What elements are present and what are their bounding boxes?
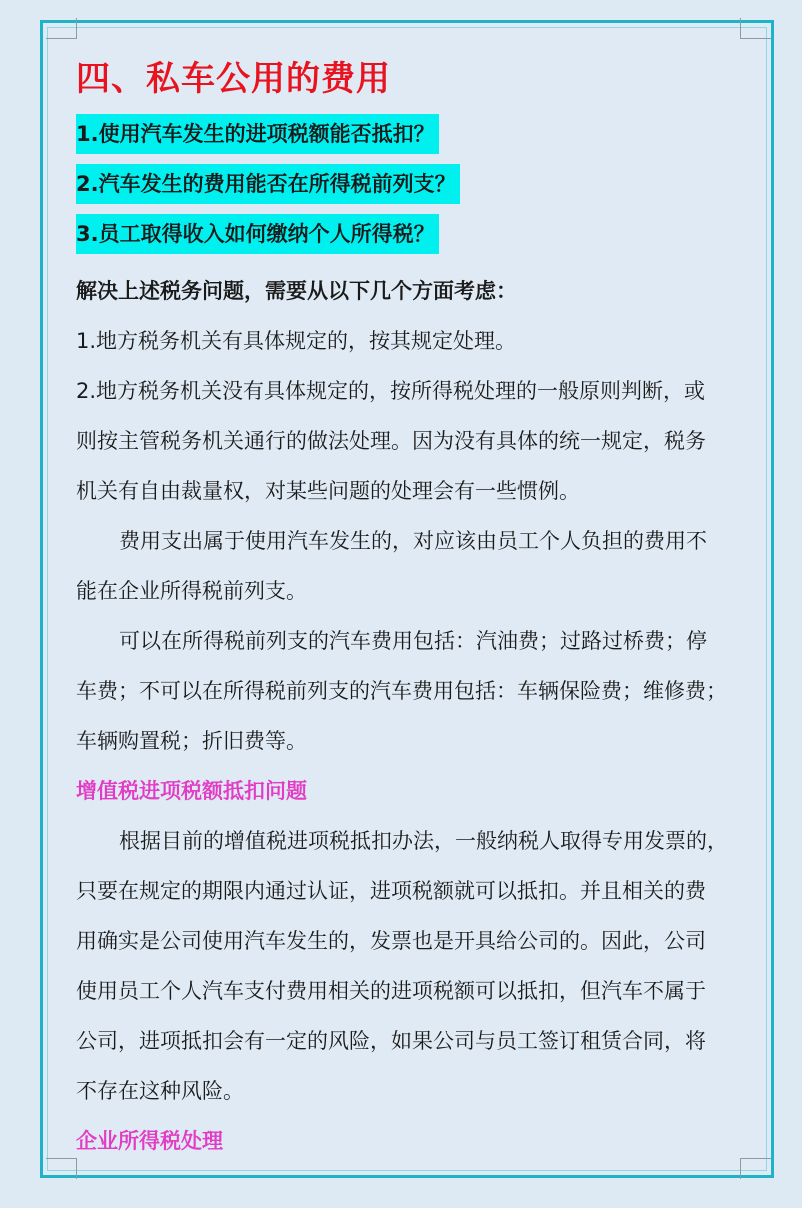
section-heading-vat: 增值税进项税额抵扣问题: [76, 779, 307, 803]
vat-paragraph-line: 用确实是公司使用汽车发生的，发票也是开具给公司的。因此，公司: [76, 929, 706, 953]
question-highlight-3: 3.员工取得收入如何缴纳个人所得税？: [76, 214, 439, 254]
point-1: 1.地方税务机关有具体规定的，按其规定处理。: [76, 329, 517, 353]
paragraph-2-line: 车费；不可以在所得税前列支的汽车费用包括：车辆保险费；维修费；: [76, 679, 727, 703]
vat-paragraph-line: 公司，进项抵扣会有一定的风险，如果公司与员工签订租赁合同，将: [76, 1029, 706, 1053]
paragraph-1-line: 能在企业所得税前列支。: [76, 579, 307, 603]
point-2-line: 则按主管税务机关通行的做法处理。因为没有具体的统一规定，税务: [76, 429, 706, 453]
vat-paragraph-line: 根据目前的增值税进项税抵扣办法，一般纳税人取得专用发票的，: [119, 829, 728, 853]
paragraph-1-line: 费用支出属于使用汽车发生的，对应该由员工个人负担的费用不: [119, 529, 707, 553]
margin-corner-mark: [740, 1158, 771, 1179]
question-highlight-1: 1.使用汽车发生的进项税额能否抵扣？: [76, 114, 439, 154]
vat-paragraph-line: 只要在规定的期限内通过认证，进项税额就可以抵扣。并且相关的费: [76, 879, 706, 903]
paragraph-2-line: 可以在所得税前列支的汽车费用包括：汽油费；过路过桥费；停: [119, 629, 707, 653]
page-title: 四、私车公用的费用: [76, 59, 391, 99]
margin-corner-mark: [46, 18, 77, 39]
margin-corner-mark: [46, 1158, 77, 1179]
paragraph-2-line: 车辆购置税；折旧费等。: [76, 729, 307, 753]
question-highlight-2: 2.汽车发生的费用能否在所得税前列支？: [76, 164, 460, 204]
margin-corner-mark: [740, 18, 771, 39]
intro-line: 解决上述税务问题，需要从以下几个方面考虑：: [76, 279, 517, 303]
section-heading-cit: 企业所得税处理: [76, 1129, 223, 1153]
point-2-line: 2.地方税务机关没有具体规定的，按所得税处理的一般原则判断，或: [76, 379, 706, 403]
vat-paragraph-line: 使用员工个人汽车支付费用相关的进项税额可以抵扣，但汽车不属于: [76, 979, 706, 1003]
vat-paragraph-line: 不存在这种风险。: [76, 1079, 244, 1103]
point-2-line: 机关有自由裁量权，对某些问题的处理会有一些惯例。: [76, 479, 580, 503]
